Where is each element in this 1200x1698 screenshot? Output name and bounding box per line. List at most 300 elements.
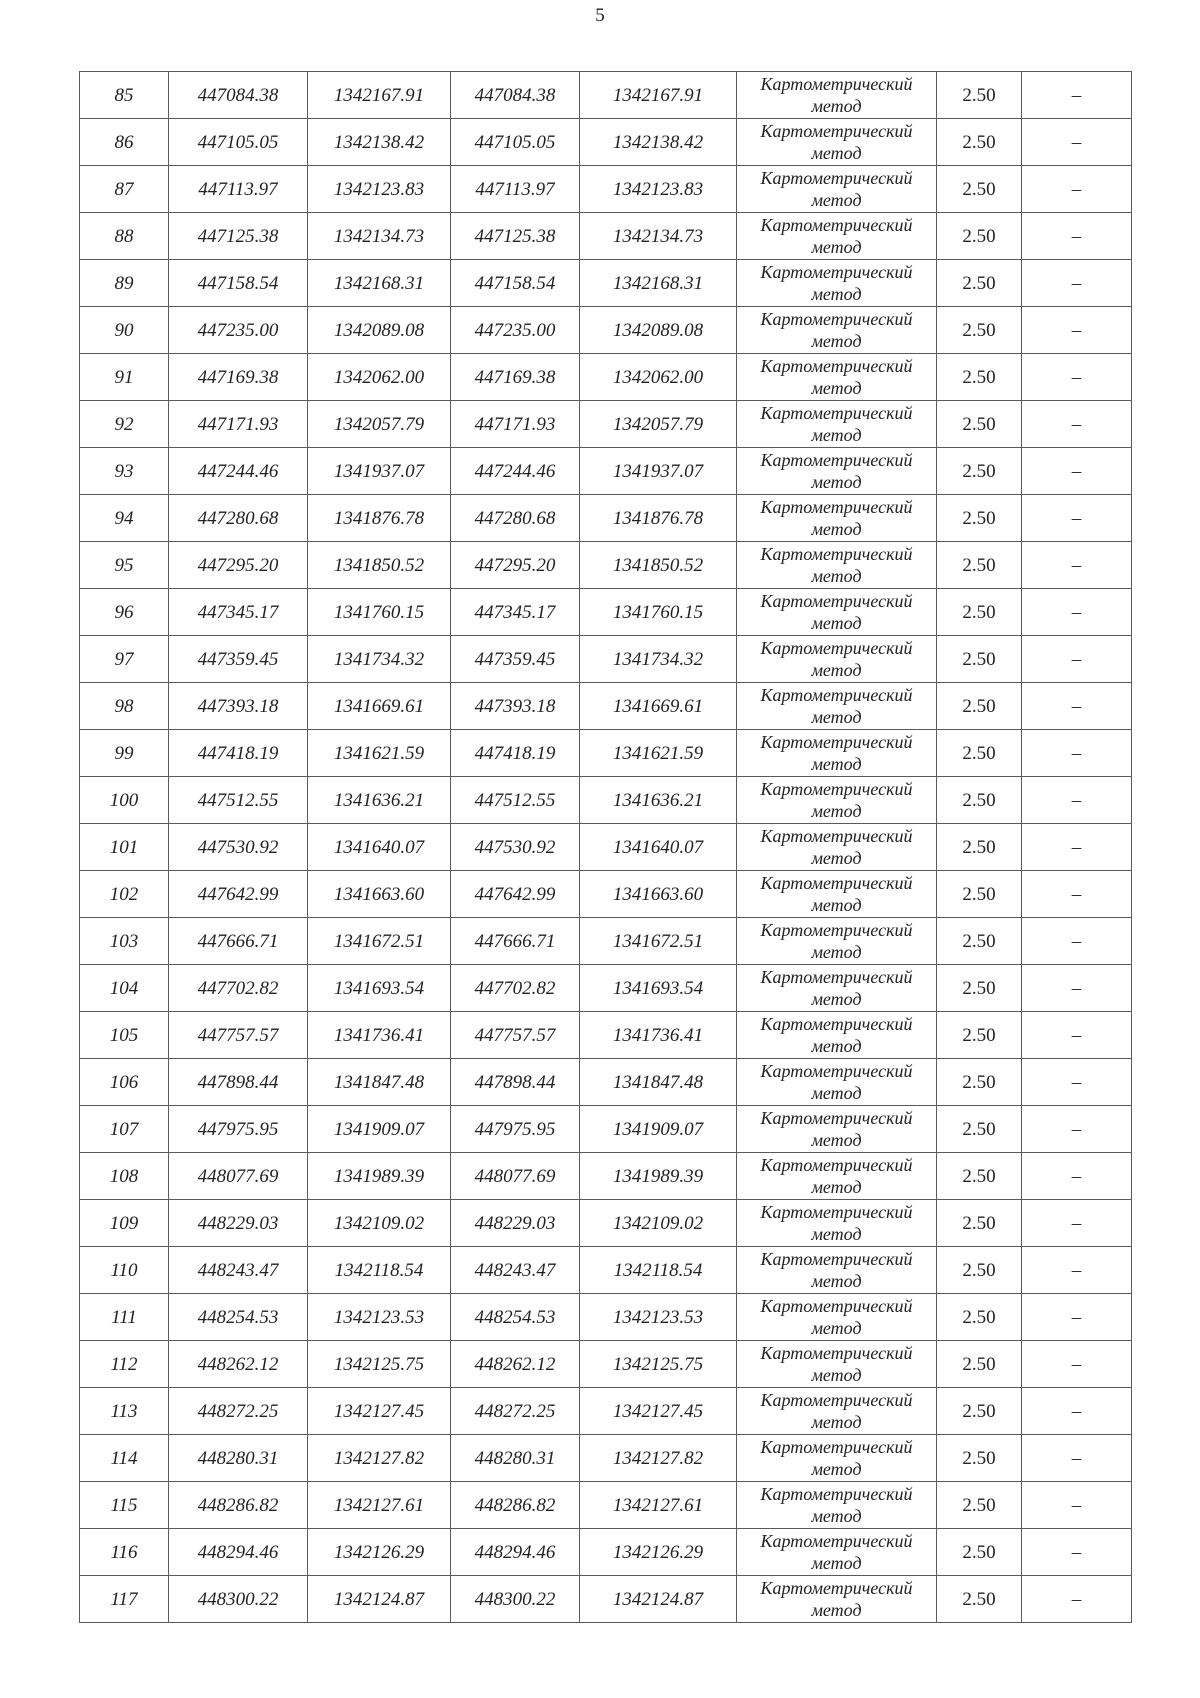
- method-line-1: Картометрический: [760, 779, 913, 799]
- method-line-2: метод: [811, 1224, 862, 1244]
- method-line-1: Картометрический: [760, 826, 913, 846]
- accuracy-cell: 2.50: [937, 72, 1022, 119]
- method-cell: [737, 1012, 937, 1059]
- method-line-1: Картометрический: [760, 403, 913, 423]
- x-old-cell: 447530.92: [169, 824, 308, 871]
- y-old-cell: 1342167.91: [308, 72, 451, 119]
- point-number-cell: 117: [80, 1576, 169, 1623]
- description-cell: –: [1022, 495, 1132, 542]
- x-old-cell: 448294.46: [169, 1529, 308, 1576]
- method-line-1: Картометрический: [760, 1390, 913, 1410]
- table-row: [80, 730, 1132, 777]
- method-cell: [737, 1435, 937, 1482]
- method-line-1: Картометрический: [760, 1014, 913, 1034]
- method-line-2: метод: [811, 1553, 862, 1573]
- x-new-cell: 448294.46: [451, 1529, 580, 1576]
- description-cell: –: [1022, 1294, 1132, 1341]
- y-new-cell: 1341989.39: [580, 1153, 737, 1200]
- accuracy-cell: 2.50: [937, 683, 1022, 730]
- method-line-2: метод: [811, 707, 862, 727]
- x-old-cell: 447898.44: [169, 1059, 308, 1106]
- method-cell: [737, 824, 937, 871]
- point-number-cell: 109: [80, 1200, 169, 1247]
- point-number-cell: 103: [80, 918, 169, 965]
- x-new-cell: 447171.93: [451, 401, 580, 448]
- method-line-2: метод: [811, 1036, 862, 1056]
- description-cell: –: [1022, 307, 1132, 354]
- y-new-cell: 1342089.08: [580, 307, 737, 354]
- accuracy-cell: 2.50: [937, 777, 1022, 824]
- method-cell: [737, 119, 937, 166]
- point-number-cell: 91: [80, 354, 169, 401]
- x-old-cell: 447280.68: [169, 495, 308, 542]
- description-cell: –: [1022, 1576, 1132, 1623]
- y-new-cell: 1341636.21: [580, 777, 737, 824]
- x-old-cell: 447702.82: [169, 965, 308, 1012]
- x-new-cell: 447113.97: [451, 166, 580, 213]
- x-new-cell: 448229.03: [451, 1200, 580, 1247]
- table-row: [80, 918, 1132, 965]
- y-new-cell: 1342167.91: [580, 72, 737, 119]
- description-cell: –: [1022, 1059, 1132, 1106]
- table-row: [80, 1294, 1132, 1341]
- method-line-2: метод: [811, 1365, 862, 1385]
- point-number-cell: 107: [80, 1106, 169, 1153]
- method-line-1: Картометрический: [760, 1531, 913, 1551]
- y-old-cell: 1342123.53: [308, 1294, 451, 1341]
- point-number-cell: 96: [80, 589, 169, 636]
- table-row: [80, 1059, 1132, 1106]
- method-line-2: метод: [811, 1318, 862, 1338]
- point-number-cell: 101: [80, 824, 169, 871]
- method-line-1: Картометрический: [760, 74, 913, 94]
- method-line-1: Картометрический: [760, 591, 913, 611]
- table-row: [80, 1200, 1132, 1247]
- description-cell: –: [1022, 401, 1132, 448]
- x-old-cell: 447084.38: [169, 72, 308, 119]
- method-line-2: метод: [811, 237, 862, 257]
- accuracy-cell: 2.50: [937, 918, 1022, 965]
- description-cell: –: [1022, 1435, 1132, 1482]
- x-new-cell: 447280.68: [451, 495, 580, 542]
- method-line-1: Картометрический: [760, 309, 913, 329]
- method-line-2: метод: [811, 848, 862, 868]
- method-line-2: метод: [811, 284, 862, 304]
- method-cell: [737, 1529, 937, 1576]
- y-old-cell: 1341640.07: [308, 824, 451, 871]
- accuracy-cell: 2.50: [937, 166, 1022, 213]
- method-line-2: метод: [811, 96, 862, 116]
- accuracy-cell: 2.50: [937, 119, 1022, 166]
- point-number-cell: 105: [80, 1012, 169, 1059]
- table-row: [80, 119, 1132, 166]
- method-cell: [737, 730, 937, 777]
- table-row: [80, 1482, 1132, 1529]
- method-line-1: Картометрический: [760, 1437, 913, 1457]
- coordinates-table: [79, 71, 1132, 1623]
- y-new-cell: 1342134.73: [580, 213, 737, 260]
- accuracy-cell: 2.50: [937, 636, 1022, 683]
- y-old-cell: 1341937.07: [308, 448, 451, 495]
- method-line-2: метод: [811, 425, 862, 445]
- point-number-cell: 98: [80, 683, 169, 730]
- table-row: [80, 260, 1132, 307]
- y-old-cell: 1341989.39: [308, 1153, 451, 1200]
- accuracy-cell: 2.50: [937, 307, 1022, 354]
- method-cell: [737, 918, 937, 965]
- method-line-1: Картометрический: [760, 1155, 913, 1175]
- point-number-cell: 90: [80, 307, 169, 354]
- accuracy-cell: 2.50: [937, 1106, 1022, 1153]
- y-old-cell: 1341876.78: [308, 495, 451, 542]
- y-new-cell: 1342062.00: [580, 354, 737, 401]
- table-row: [80, 495, 1132, 542]
- method-line-1: Картометрический: [760, 1296, 913, 1316]
- method-cell: [737, 636, 937, 683]
- y-new-cell: 1342123.53: [580, 1294, 737, 1341]
- method-cell: [737, 1200, 937, 1247]
- method-line-2: метод: [811, 613, 862, 633]
- y-new-cell: 1341669.61: [580, 683, 737, 730]
- method-line-1: Картометрический: [760, 215, 913, 235]
- y-old-cell: 1342123.83: [308, 166, 451, 213]
- x-new-cell: 447757.57: [451, 1012, 580, 1059]
- x-new-cell: 448300.22: [451, 1576, 580, 1623]
- point-number-cell: 108: [80, 1153, 169, 1200]
- description-cell: –: [1022, 1106, 1132, 1153]
- method-cell: [737, 1106, 937, 1153]
- table-row: [80, 72, 1132, 119]
- method-cell: [737, 1247, 937, 1294]
- accuracy-cell: 2.50: [937, 871, 1022, 918]
- method-cell: [737, 307, 937, 354]
- x-new-cell: 448280.31: [451, 1435, 580, 1482]
- accuracy-cell: 2.50: [937, 1294, 1022, 1341]
- method-line-2: метод: [811, 1506, 862, 1526]
- description-cell: –: [1022, 1200, 1132, 1247]
- x-new-cell: 447975.95: [451, 1106, 580, 1153]
- y-new-cell: 1342168.31: [580, 260, 737, 307]
- point-number-cell: 111: [80, 1294, 169, 1341]
- x-old-cell: 447105.05: [169, 119, 308, 166]
- x-new-cell: 448262.12: [451, 1341, 580, 1388]
- x-new-cell: 447105.05: [451, 119, 580, 166]
- method-line-2: метод: [811, 895, 862, 915]
- method-line-1: Картометрический: [760, 920, 913, 940]
- y-new-cell: 1341876.78: [580, 495, 737, 542]
- method-cell: [737, 260, 937, 307]
- y-old-cell: 1341693.54: [308, 965, 451, 1012]
- method-line-1: Картометрический: [760, 497, 913, 517]
- y-new-cell: 1341693.54: [580, 965, 737, 1012]
- method-line-2: метод: [811, 472, 862, 492]
- y-new-cell: 1341909.07: [580, 1106, 737, 1153]
- y-new-cell: 1341736.41: [580, 1012, 737, 1059]
- y-old-cell: 1342134.73: [308, 213, 451, 260]
- point-number-cell: 85: [80, 72, 169, 119]
- method-line-1: Картометрический: [760, 168, 913, 188]
- x-new-cell: 447512.55: [451, 777, 580, 824]
- table-row: [80, 354, 1132, 401]
- method-cell: [737, 542, 937, 589]
- method-cell: [737, 777, 937, 824]
- x-old-cell: 447642.99: [169, 871, 308, 918]
- table-row: [80, 1388, 1132, 1435]
- y-old-cell: 1342109.02: [308, 1200, 451, 1247]
- y-old-cell: 1342127.61: [308, 1482, 451, 1529]
- method-line-1: Картометрический: [760, 1249, 913, 1269]
- y-old-cell: 1341736.41: [308, 1012, 451, 1059]
- y-old-cell: 1342118.54: [308, 1247, 451, 1294]
- method-line-1: Картометрический: [760, 873, 913, 893]
- method-line-2: метод: [811, 1271, 862, 1291]
- x-old-cell: 447757.57: [169, 1012, 308, 1059]
- y-old-cell: 1342057.79: [308, 401, 451, 448]
- y-new-cell: 1342109.02: [580, 1200, 737, 1247]
- description-cell: –: [1022, 166, 1132, 213]
- description-cell: –: [1022, 636, 1132, 683]
- x-new-cell: 448243.47: [451, 1247, 580, 1294]
- x-old-cell: 447393.18: [169, 683, 308, 730]
- y-old-cell: 1341636.21: [308, 777, 451, 824]
- method-line-2: метод: [811, 566, 862, 586]
- method-line-2: метод: [811, 378, 862, 398]
- x-old-cell: 447169.38: [169, 354, 308, 401]
- x-old-cell: 447171.93: [169, 401, 308, 448]
- point-number-cell: 95: [80, 542, 169, 589]
- description-cell: –: [1022, 777, 1132, 824]
- y-new-cell: 1342057.79: [580, 401, 737, 448]
- accuracy-cell: 2.50: [937, 589, 1022, 636]
- description-cell: –: [1022, 1482, 1132, 1529]
- x-old-cell: 447295.20: [169, 542, 308, 589]
- table-row: [80, 1106, 1132, 1153]
- method-cell: [737, 354, 937, 401]
- x-new-cell: 448272.25: [451, 1388, 580, 1435]
- table-row: [80, 1247, 1132, 1294]
- y-old-cell: 1341663.60: [308, 871, 451, 918]
- method-line-2: метод: [811, 1130, 862, 1150]
- y-new-cell: 1341663.60: [580, 871, 737, 918]
- method-line-2: метод: [811, 1177, 862, 1197]
- x-new-cell: 447295.20: [451, 542, 580, 589]
- table-row: [80, 683, 1132, 730]
- table-row: [80, 1529, 1132, 1576]
- point-number-cell: 113: [80, 1388, 169, 1435]
- point-number-cell: 115: [80, 1482, 169, 1529]
- y-old-cell: 1342168.31: [308, 260, 451, 307]
- y-new-cell: 1342127.45: [580, 1388, 737, 1435]
- x-new-cell: 447642.99: [451, 871, 580, 918]
- x-old-cell: 448229.03: [169, 1200, 308, 1247]
- method-cell: [737, 589, 937, 636]
- x-new-cell: 447530.92: [451, 824, 580, 871]
- y-old-cell: 1342125.75: [308, 1341, 451, 1388]
- x-old-cell: 448300.22: [169, 1576, 308, 1623]
- method-line-1: Картометрический: [760, 1202, 913, 1222]
- x-new-cell: 447345.17: [451, 589, 580, 636]
- method-cell: [737, 871, 937, 918]
- x-old-cell: 448254.53: [169, 1294, 308, 1341]
- description-cell: –: [1022, 965, 1132, 1012]
- x-new-cell: 448286.82: [451, 1482, 580, 1529]
- x-old-cell: 448272.25: [169, 1388, 308, 1435]
- x-new-cell: 447125.38: [451, 213, 580, 260]
- accuracy-cell: 2.50: [937, 1576, 1022, 1623]
- table-row: [80, 871, 1132, 918]
- description-cell: –: [1022, 871, 1132, 918]
- accuracy-cell: 2.50: [937, 260, 1022, 307]
- method-line-2: метод: [811, 801, 862, 821]
- y-new-cell: 1342127.82: [580, 1435, 737, 1482]
- x-new-cell: 447666.71: [451, 918, 580, 965]
- table-body: [80, 72, 1132, 1623]
- point-number-cell: 86: [80, 119, 169, 166]
- method-line-2: метод: [811, 942, 862, 962]
- method-line-2: метод: [811, 1459, 862, 1479]
- method-line-2: метод: [811, 660, 862, 680]
- method-line-2: метод: [811, 331, 862, 351]
- method-line-1: Картометрический: [760, 732, 913, 752]
- description-cell: –: [1022, 589, 1132, 636]
- method-line-1: Картометрический: [760, 1108, 913, 1128]
- point-number-cell: 99: [80, 730, 169, 777]
- description-cell: –: [1022, 213, 1132, 260]
- point-number-cell: 112: [80, 1341, 169, 1388]
- x-old-cell: 447666.71: [169, 918, 308, 965]
- accuracy-cell: 2.50: [937, 824, 1022, 871]
- point-number-cell: 110: [80, 1247, 169, 1294]
- method-line-1: Картометрический: [760, 262, 913, 282]
- accuracy-cell: 2.50: [937, 401, 1022, 448]
- x-new-cell: 448077.69: [451, 1153, 580, 1200]
- accuracy-cell: 2.50: [937, 354, 1022, 401]
- y-old-cell: 1341909.07: [308, 1106, 451, 1153]
- description-cell: –: [1022, 1529, 1132, 1576]
- y-old-cell: 1342127.45: [308, 1388, 451, 1435]
- x-old-cell: 447418.19: [169, 730, 308, 777]
- accuracy-cell: 2.50: [937, 1529, 1022, 1576]
- y-old-cell: 1341621.59: [308, 730, 451, 777]
- point-number-cell: 114: [80, 1435, 169, 1482]
- x-old-cell: 447359.45: [169, 636, 308, 683]
- method-line-1: Картометрический: [760, 121, 913, 141]
- x-old-cell: 447244.46: [169, 448, 308, 495]
- table-row: [80, 1153, 1132, 1200]
- method-line-1: Картометрический: [760, 356, 913, 376]
- accuracy-cell: 2.50: [937, 213, 1022, 260]
- description-cell: –: [1022, 1247, 1132, 1294]
- method-line-2: метод: [811, 1600, 862, 1620]
- page-number: 5: [595, 5, 605, 26]
- description-cell: –: [1022, 683, 1132, 730]
- method-cell: [737, 1576, 937, 1623]
- x-old-cell: 447512.55: [169, 777, 308, 824]
- x-new-cell: 448254.53: [451, 1294, 580, 1341]
- table-row: [80, 1012, 1132, 1059]
- point-number-cell: 93: [80, 448, 169, 495]
- method-cell: [737, 1153, 937, 1200]
- accuracy-cell: 2.50: [937, 730, 1022, 777]
- method-line-1: Картометрический: [760, 544, 913, 564]
- y-old-cell: 1341760.15: [308, 589, 451, 636]
- accuracy-cell: 2.50: [937, 1059, 1022, 1106]
- table-row: [80, 636, 1132, 683]
- x-new-cell: 447169.38: [451, 354, 580, 401]
- table-row: [80, 401, 1132, 448]
- accuracy-cell: 2.50: [937, 1482, 1022, 1529]
- point-number-cell: 94: [80, 495, 169, 542]
- description-cell: –: [1022, 1341, 1132, 1388]
- point-number-cell: 102: [80, 871, 169, 918]
- y-new-cell: 1341850.52: [580, 542, 737, 589]
- description-cell: –: [1022, 260, 1132, 307]
- method-line-2: метод: [811, 1083, 862, 1103]
- y-new-cell: 1342138.42: [580, 119, 737, 166]
- description-cell: –: [1022, 448, 1132, 495]
- y-new-cell: 1341672.51: [580, 918, 737, 965]
- accuracy-cell: 2.50: [937, 542, 1022, 589]
- x-old-cell: 448262.12: [169, 1341, 308, 1388]
- accuracy-cell: 2.50: [937, 1200, 1022, 1247]
- method-cell: [737, 683, 937, 730]
- method-line-2: метод: [811, 519, 862, 539]
- point-number-cell: 104: [80, 965, 169, 1012]
- x-new-cell: 447235.00: [451, 307, 580, 354]
- y-old-cell: 1342089.08: [308, 307, 451, 354]
- x-new-cell: 447084.38: [451, 72, 580, 119]
- y-new-cell: 1342123.83: [580, 166, 737, 213]
- y-old-cell: 1342126.29: [308, 1529, 451, 1576]
- accuracy-cell: 2.50: [937, 1341, 1022, 1388]
- y-new-cell: 1342125.75: [580, 1341, 737, 1388]
- y-old-cell: 1342124.87: [308, 1576, 451, 1623]
- point-number-cell: 97: [80, 636, 169, 683]
- accuracy-cell: 2.50: [937, 1012, 1022, 1059]
- x-old-cell: 448280.31: [169, 1435, 308, 1482]
- y-old-cell: 1341847.48: [308, 1059, 451, 1106]
- table-row: [80, 307, 1132, 354]
- y-new-cell: 1342126.29: [580, 1529, 737, 1576]
- x-old-cell: 448243.47: [169, 1247, 308, 1294]
- method-line-1: Картометрический: [760, 638, 913, 658]
- method-line-2: метод: [811, 1412, 862, 1432]
- method-line-1: Картометрический: [760, 685, 913, 705]
- accuracy-cell: 2.50: [937, 448, 1022, 495]
- table-row: [80, 589, 1132, 636]
- y-old-cell: 1342138.42: [308, 119, 451, 166]
- method-cell: [737, 166, 937, 213]
- y-old-cell: 1342127.82: [308, 1435, 451, 1482]
- table-row: [80, 1576, 1132, 1623]
- method-line-2: метод: [811, 989, 862, 1009]
- method-cell: [737, 1482, 937, 1529]
- x-old-cell: 447975.95: [169, 1106, 308, 1153]
- table-row: [80, 166, 1132, 213]
- x-new-cell: 447359.45: [451, 636, 580, 683]
- point-number-cell: 92: [80, 401, 169, 448]
- description-cell: –: [1022, 72, 1132, 119]
- table-row: [80, 965, 1132, 1012]
- y-new-cell: 1341847.48: [580, 1059, 737, 1106]
- x-new-cell: 447898.44: [451, 1059, 580, 1106]
- method-cell: [737, 213, 937, 260]
- y-new-cell: 1342127.61: [580, 1482, 737, 1529]
- method-line-1: Картометрический: [760, 1343, 913, 1363]
- accuracy-cell: 2.50: [937, 1247, 1022, 1294]
- method-cell: [737, 448, 937, 495]
- table-row: [80, 542, 1132, 589]
